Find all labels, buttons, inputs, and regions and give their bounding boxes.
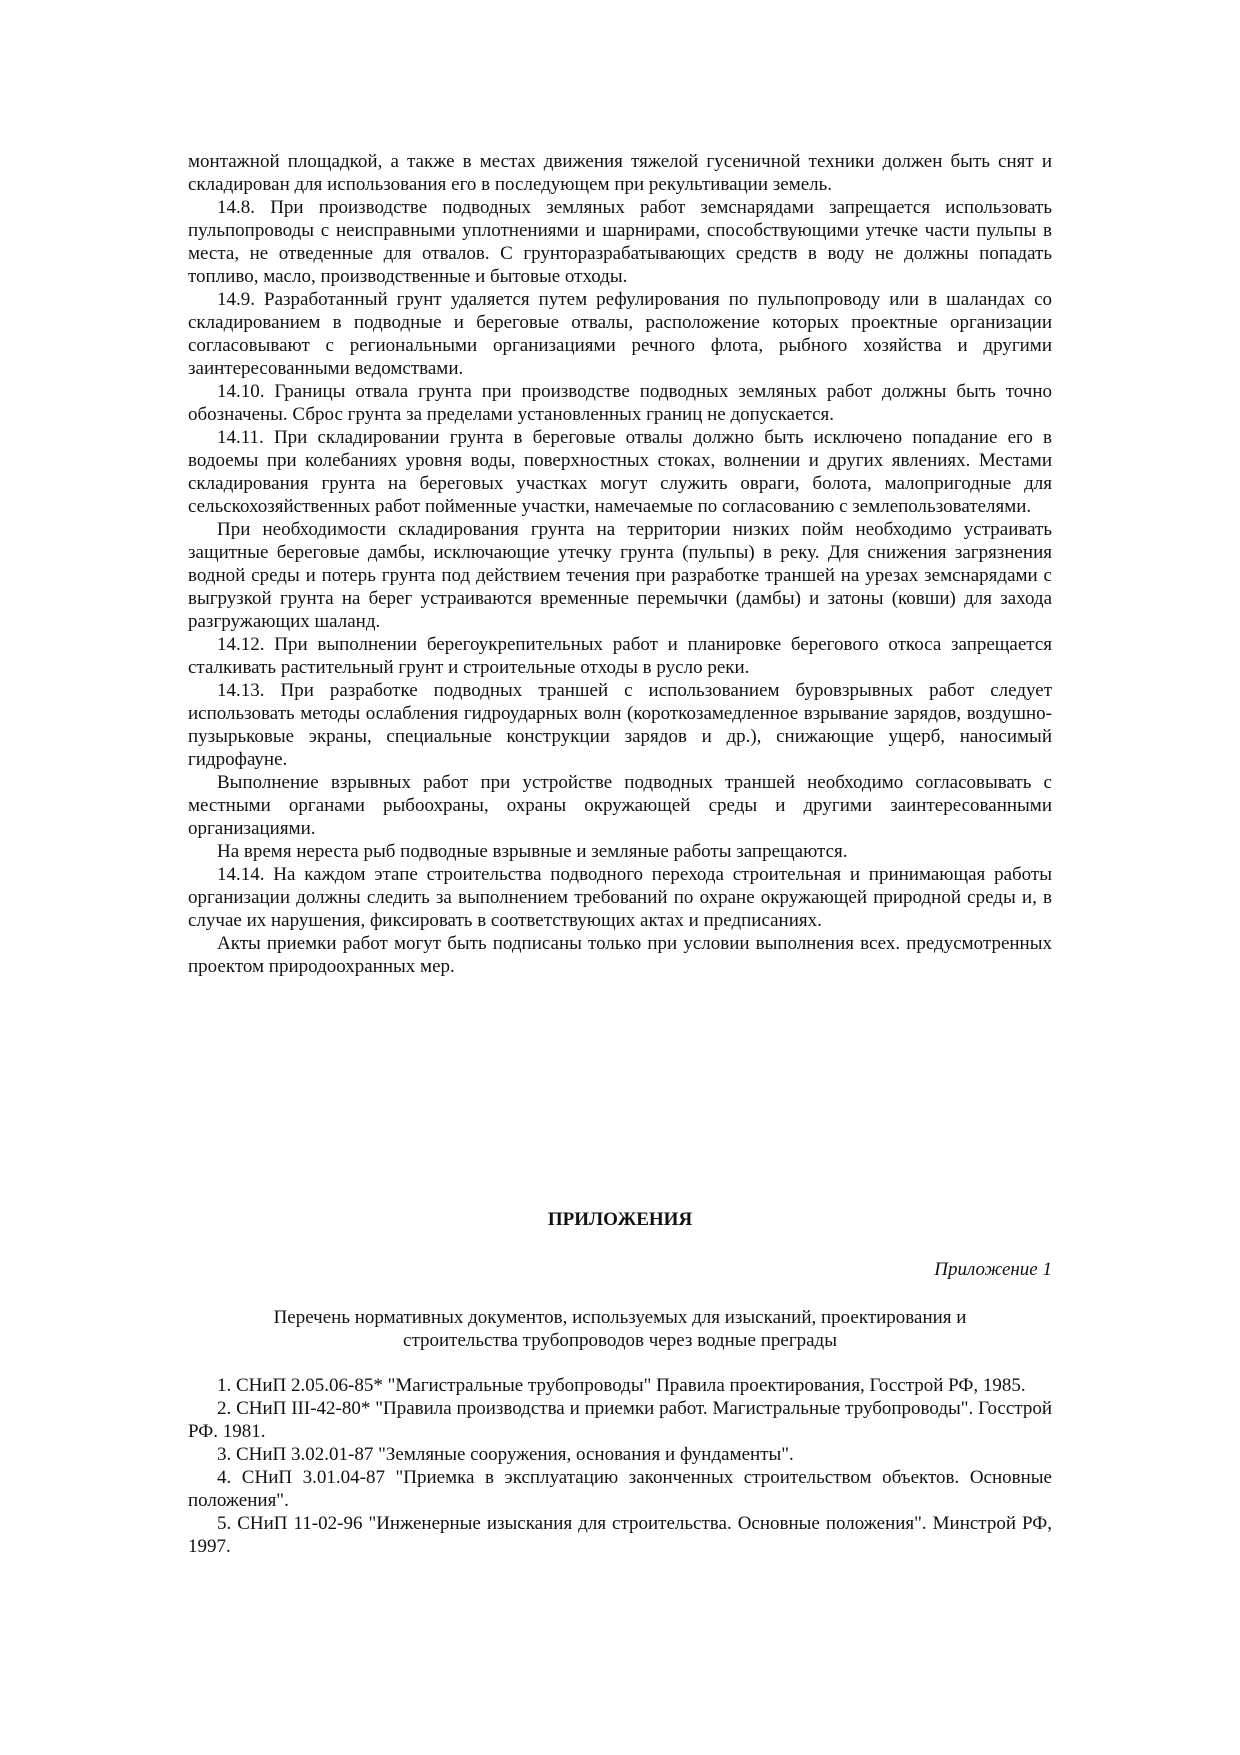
paragraph-14-14: 14.14. На каждом этапе строительства подводного перехода строительная и принимающая работы организации должны следить за выполнением требований по охране окружающей природной среды и, в случае их нарушения, фиксировать в соответствующих актах и предписаниях. bbox=[188, 864, 1052, 931]
paragraph: На время нереста рыб подводные взрывные и земляные работы запрещаются. bbox=[217, 841, 848, 862]
appendices-heading: ПРИЛОЖЕНИЯ bbox=[547, 1209, 693, 1230]
paragraph-continuation: монтажной площадкой, а также в местах движения тяжелой гусеничной техники должен быть снят и складирован для использования его в последующем при рекультивации земель. bbox=[188, 151, 1052, 195]
paragraph-14-8: 14.8. При производстве подводных земляных работ земснарядами запрещается использовать пульпопроводы с неисправными уплотнениями и шарнирами, способствующими утечке части пульпы в места, не отведенные для отвалов. С грунторазрабатывающих средств в воду не должны попадать топливо, масло, производственные и бытовые отходы. bbox=[188, 197, 1052, 287]
paragraph-14-12: 14.12. При выполнении берегоукрепительных работ и планировке берегового откоса запрещается сталкивать растительный грунт и строительные отходы в русло реки. bbox=[188, 634, 1052, 678]
reference-item: 3. СНиП 3.02.01-87 "Земляные сооружения, основания и фундаменты". bbox=[217, 1444, 794, 1465]
paragraph-14-10: 14.10. Границы отвала грунта при производстве подводных земляных работ должны быть точно обозначены. Сброс грунта за пределами установленных границ не допускается. bbox=[188, 381, 1052, 425]
reference-item: 4. СНиП 3.01.04-87 "Приемка в эксплуатацию законченных строительством объектов. Основные положения". bbox=[188, 1467, 1052, 1511]
paragraph: При необходимости складирования грунта на территории низких пойм необходимо устраивать защитные береговые дамбы, исключающие утечку грунта (пульпы) в реку. Для снижения загрязнения водной среды и потерь грунта под действием течения при разработке траншей на урезах земснарядами с выгрузкой грунта на берег устраиваются временные перемычки (дамбы) и затоны (ковши) для захода разгружающих шаланд. bbox=[188, 519, 1052, 632]
appendix-title bbox=[240, 1306, 1000, 1352]
appendix-title-line: строительства трубопроводов через водные преграды bbox=[403, 1330, 837, 1351]
paragraph: Акты приемки работ могут быть подписаны только при условии выполнения всех. предусмотренных проектом природоохранных мер. bbox=[188, 933, 1052, 977]
body-text bbox=[188, 150, 1052, 978]
paragraph-14-11: 14.11. При складировании грунта в береговые отвалы должно быть исключено попадание его в водоемы при колебаниях уровня воды, поверхностных стоках, волнении и других явлениях. Местами складирования грунта на береговых участках могут служить овраги, болота, малопригодные для сельскохозяйственных работ пойменные участки, намечаемые по согласованию с землепользователями. bbox=[188, 427, 1052, 517]
reference-item: 1. СНиП 2.05.06-85* "Магистральные трубопроводы" Правила проектирования, Госстрой РФ, 1985. bbox=[217, 1375, 1026, 1396]
paragraph-14-9: 14.9. Разработанный грунт удаляется путем рефулирования по пульпопроводу или в шаландах со складированием в подводные и береговые отвалы, расположение которых проектные организации согласовывают с региональными организациями речного флота, рыбного хозяйства и другими заинтересованными ведомствами. bbox=[188, 289, 1052, 379]
paragraph-14-13: 14.13. При разработке подводных траншей с использованием буровзрывных работ следует использовать методы ослабления гидроударных волн (короткозамедленное взрывание зарядов, воздушно-пузырьковые экраны, специальные конструкции зарядов и др.), снижающие ущерб, наносимый гидрофауне. bbox=[188, 680, 1052, 770]
paragraph: Выполнение взрывных работ при устройстве подводных траншей необходимо согласовывать с местными органами рыбоохраны, охраны окружающей среды и другими заинтересованными организациями. bbox=[188, 772, 1052, 839]
references-list bbox=[188, 1374, 1052, 1558]
reference-item: 2. СНиП III-42-80* "Правила производства и приемки работ. Магистральные трубопроводы". Госстрой РФ. 1981. bbox=[188, 1398, 1052, 1442]
appendix-label: Приложение 1 bbox=[934, 1259, 1052, 1280]
appendix-title-line: Перечень нормативных документов, используемых для изысканий, проектирования и bbox=[273, 1307, 967, 1328]
reference-item: 5. СНиП 11-02-96 "Инженерные изыскания для строительства. Основные положения". Минстрой РФ, 1997. bbox=[188, 1513, 1052, 1557]
